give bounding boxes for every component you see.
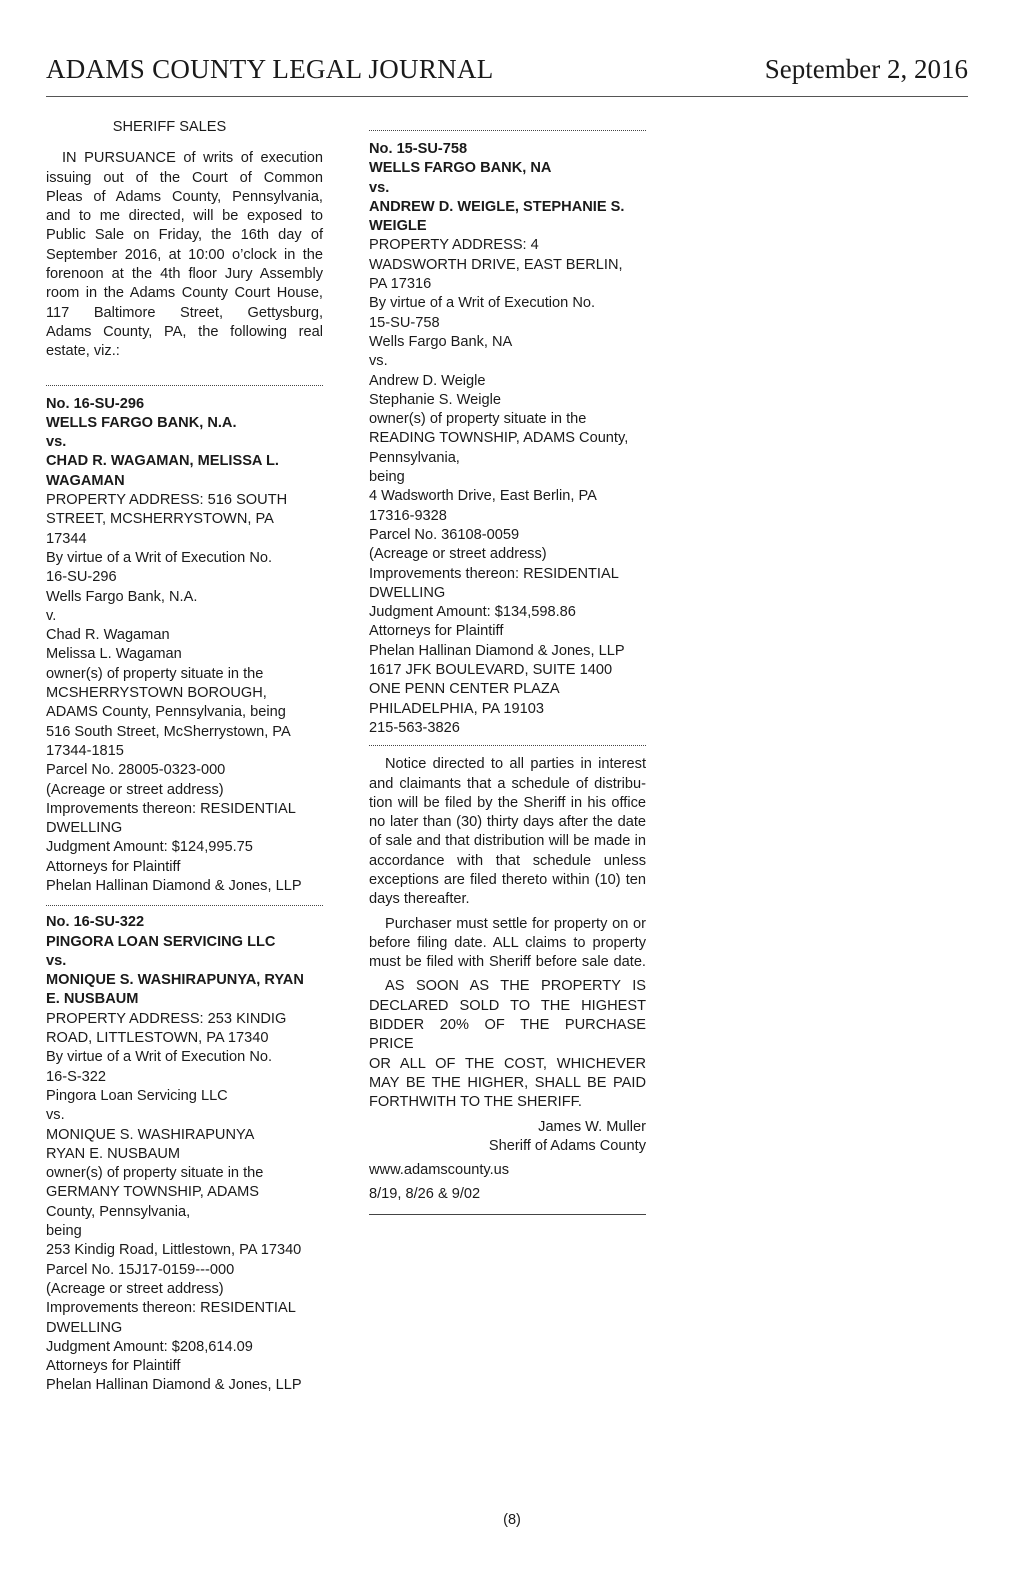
case-line: PROPERTY ADDRESS: 4 — [369, 237, 539, 254]
issue-date: September 2, 2016 — [764, 54, 968, 84]
intro-line: issuing out of the Court of Common — [46, 169, 323, 186]
case-number: No. 16-SU-296 — [46, 395, 145, 412]
notice-line: BIDDER 20% OF THE PURCHASE PRICE — [369, 1017, 646, 1053]
journal-title: ADAMS COUNTY LEGAL JOURNAL — [46, 54, 494, 84]
case-line: vs. — [46, 1107, 65, 1124]
intro-paragraph — [46, 149, 323, 361]
case-line: DWELLING — [46, 1319, 123, 1336]
case-line: Phelan Hallinan Diamond & Jones, LLP — [369, 642, 625, 659]
case-line: Attorneys for Plaintiff — [46, 1358, 181, 1375]
signature-title: Sheriff of Adams County — [488, 1137, 646, 1154]
notice-line: of sale and that distribution will be made in — [369, 833, 646, 850]
case-line: 253 Kindig Road, Littlestown, PA 17340 — [46, 1242, 302, 1259]
case-line: 215-563-3826 — [369, 719, 460, 736]
case-line: WADSWORTH DRIVE, EAST BERLIN, — [369, 256, 623, 273]
defendant: WAGAMAN — [46, 472, 125, 489]
notice-line: MAY BE THE HIGHER, SHALL BE PAID — [369, 1074, 646, 1091]
case-line: MCSHERRYSTOWN BOROUGH, — [46, 685, 267, 702]
versus: vs. — [369, 179, 390, 196]
plaintiff: WELLS FARGO BANK, NA — [369, 160, 552, 177]
sale-terms-paragraph — [369, 977, 646, 1112]
versus: vs. — [46, 952, 67, 969]
intro-line: forenoon at the 4th floor Jury Assembly — [46, 266, 323, 283]
case-listing — [369, 140, 646, 738]
case-line: 16-SU-296 — [46, 569, 117, 586]
notice-paragraph — [369, 755, 646, 909]
case-line: 4 Wadsworth Drive, East Berlin, PA — [369, 488, 597, 505]
case-line: PA 17316 — [369, 276, 432, 293]
case-line: Attorneys for Plaintiff — [46, 858, 181, 875]
case-line: RYAN E. NUSBAUM — [46, 1145, 181, 1162]
defendant: E. NUSBAUM — [46, 991, 139, 1008]
case-line: Judgment Amount: $134,598.86 — [369, 604, 576, 621]
notice-line: Purchaser must settle for property on or — [385, 915, 646, 932]
intro-line: September 2016, at 10:00 o’clock in the — [46, 246, 323, 263]
case-line: Pennsylvania, — [369, 449, 460, 466]
defendant: ANDREW D. WEIGLE, STEPHANIE S. — [369, 198, 625, 215]
notice-line: days thereafter. — [369, 891, 470, 908]
case-line: (Acreage or street address) — [369, 546, 547, 563]
case-line: Phelan Hallinan Diamond & Jones, LLP — [46, 877, 302, 894]
case-line: 1617 JFK BOULEVARD, SUITE 1400 — [369, 662, 613, 679]
notice-line: AS SOON AS THE PROPERTY IS — [385, 978, 646, 995]
case-line: vs. — [369, 353, 388, 370]
case-line: Attorneys for Plaintiff — [369, 623, 504, 640]
notice-line: exceptions are filed thereto within (10) ten — [369, 871, 646, 888]
case-line: PROPERTY ADDRESS: 516 SOUTH — [46, 492, 288, 509]
case-line: PROPERTY ADDRESS: 253 KINDIG — [46, 1010, 287, 1027]
intro-line: and to me directed, will be exposed to — [46, 208, 323, 225]
purchaser-paragraph — [369, 915, 646, 973]
notice-line: DECLARED SOLD TO THE HIGHEST — [369, 997, 646, 1014]
case-line: owner(s) of property situate in the — [46, 665, 264, 682]
case-line: 15-SU-758 — [369, 314, 440, 331]
case-line: Wells Fargo Bank, NA — [369, 333, 513, 350]
notice-line: OR ALL OF THE COST, WHICHEVER — [369, 1055, 646, 1072]
notice-line: must be filed with Sheriff before sale date. — [369, 954, 646, 971]
notice-line: tion will be filed by the Sheriff in his office — [369, 794, 646, 811]
case-line: READING TOWNSHIP, ADAMS County, — [369, 430, 629, 447]
case-line: By virtue of a Writ of Execution No. — [46, 549, 273, 566]
publication-dates: 8/19, 8/26 & 9/02 — [369, 1186, 481, 1203]
case-line: Andrew D. Weigle — [369, 372, 486, 389]
plaintiff: WELLS FARGO BANK, N.A. — [46, 414, 237, 431]
page-header — [46, 54, 968, 97]
case-line: Stephanie S. Weigle — [369, 391, 501, 408]
intro-line: Adams County, PA, the following real — [46, 323, 323, 340]
defendant: MONIQUE S. WASHIRAPUNYA, RYAN — [46, 972, 304, 989]
case-line: 516 South Street, McSherrystown, PA — [46, 723, 291, 740]
section-heading: SHERIFF SALES — [112, 119, 227, 135]
case-line: Chad R. Wagaman — [46, 627, 170, 644]
case-line: being — [369, 469, 405, 486]
website-link[interactable]: www.adamscounty.us — [369, 1162, 510, 1179]
end-rule — [369, 1214, 646, 1215]
notice-line: no later than (30) thirty days after the date — [369, 814, 646, 831]
plaintiff: PINGORA LOAN SERVICING LLC — [46, 933, 276, 950]
case-line: Pingora Loan Servicing LLC — [46, 1087, 228, 1104]
case-line: 17344-1815 — [46, 742, 124, 759]
case-listing — [46, 913, 323, 1395]
case-line: Judgment Amount: $208,614.09 — [46, 1338, 253, 1355]
case-line: owner(s) of property situate in the — [46, 1165, 264, 1182]
case-line: ONE PENN CENTER PLAZA — [369, 681, 560, 698]
case-line: Improvements thereon: RESIDENTIAL — [46, 800, 296, 817]
case-line: ADAMS County, Pennsylvania, being — [46, 704, 286, 721]
case-line: 16-S-322 — [46, 1068, 107, 1085]
case-number: No. 16-SU-322 — [46, 914, 145, 931]
case-line: Parcel No. 28005-0323-000 — [46, 762, 226, 779]
intro-line: room in the Adams County Court House, — [46, 285, 323, 302]
left-column — [46, 118, 323, 1396]
case-line: Improvements thereon: RESIDENTIAL — [369, 565, 619, 582]
case-line: Wells Fargo Bank, N.A. — [46, 588, 198, 605]
case-line: owner(s) of property situate in the — [369, 411, 587, 428]
right-column — [369, 118, 646, 1215]
case-line: Parcel No. 36108-0059 — [369, 526, 520, 543]
case-line: STREET, MCSHERRYSTOWN, PA — [46, 511, 274, 528]
case-line: DWELLING — [46, 820, 123, 837]
case-line: Judgment Amount: $124,995.75 — [46, 839, 253, 856]
notice-line: and claimants that a schedule of distribu- — [369, 775, 646, 792]
case-line: Parcel No. 15J17-0159---000 — [46, 1261, 235, 1278]
case-line: (Acreage or street address) — [46, 1280, 224, 1297]
case-line: (Acreage or street address) — [46, 781, 224, 798]
case-listing — [46, 395, 323, 897]
defendant: CHAD R. WAGAMAN, MELISSA L. — [46, 453, 279, 470]
intro-line: estate, viz.: — [46, 343, 120, 360]
signature-name: James W. Muller — [538, 1118, 646, 1135]
case-line: Phelan Hallinan Diamond & Jones, LLP — [46, 1377, 302, 1394]
case-line: County, Pennsylvania, — [46, 1203, 191, 1220]
case-line: DWELLING — [369, 584, 446, 601]
notice-line: FORTHWITH TO THE SHERIFF. — [369, 1094, 582, 1111]
page-number: (8) — [503, 1512, 521, 1528]
intro-line: Public Sale on Friday, the 16th day of — [46, 227, 323, 244]
case-line: GERMANY TOWNSHIP, ADAMS — [46, 1184, 260, 1201]
case-line: Improvements thereon: RESIDENTIAL — [46, 1300, 296, 1317]
case-number: No. 15-SU-758 — [369, 141, 468, 157]
notice-line: Notice directed to all parties in interest — [385, 756, 646, 773]
notice-line: before filing date. ALL claims to property — [369, 934, 646, 951]
intro-line: 117 Baltimore Street, Gettysburg, — [46, 304, 323, 321]
case-line: PHILADELPHIA, PA 19103 — [369, 700, 544, 717]
case-line: ROAD, LITTLESTOWN, PA 17340 — [46, 1030, 269, 1047]
case-line: 17316-9328 — [369, 507, 447, 524]
case-line: v. — [46, 607, 57, 624]
case-line: By virtue of a Writ of Execution No. — [46, 1049, 273, 1066]
case-line: MONIQUE S. WASHIRAPUNYA — [46, 1126, 255, 1143]
defendant: WEIGLE — [369, 218, 427, 235]
intro-line: IN PURSUANCE of writs of execution — [62, 150, 323, 167]
versus: vs. — [46, 434, 67, 451]
case-line: Melissa L. Wagaman — [46, 646, 182, 663]
notice-line: accordance with that schedule unless — [369, 852, 646, 869]
case-line: 17344 — [46, 530, 87, 547]
case-line: being — [46, 1223, 82, 1240]
case-line: By virtue of a Writ of Execution No. — [369, 295, 596, 312]
intro-line: Pleas of Adams County, Pennsylvania, — [46, 188, 323, 205]
